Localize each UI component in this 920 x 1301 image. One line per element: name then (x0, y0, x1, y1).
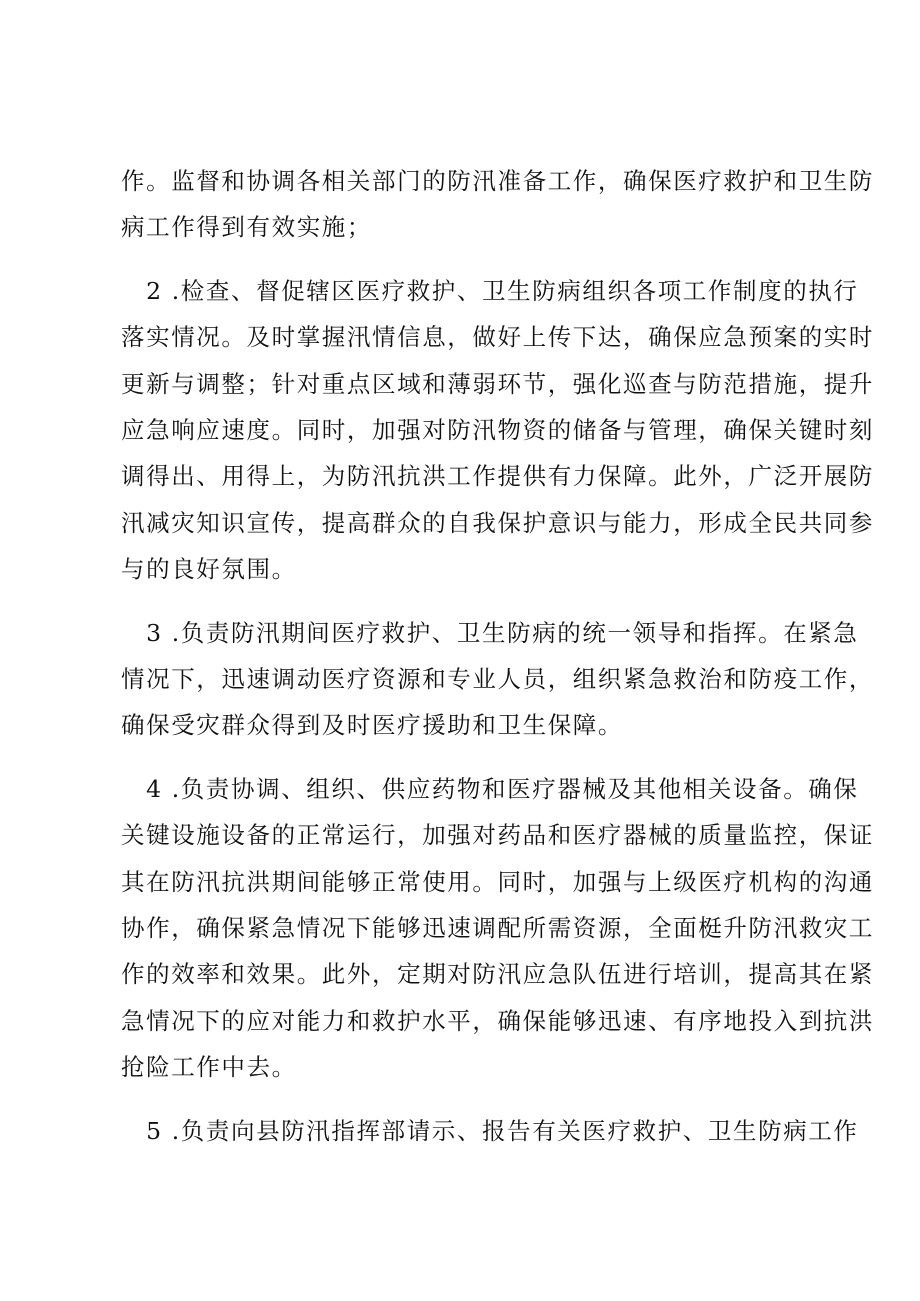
text-line: 落实情况。及时掌握汛情信息，做好上传下达，确保应急预案的实时 (121, 323, 874, 352)
text-line: 应急响应速度。同时，加强对防汛物资的储备与管理，确保关键时刻 (121, 415, 874, 444)
text-line: 急情况下的应对能力和救护水平，确保能够迅速、有序地投入到抗洪 (121, 1006, 874, 1035)
text-line: 情况下，迅速调动医疗资源和专业人员，组织紧急救治和防疫工作， (121, 664, 874, 693)
paragraph-item-4 (121, 766, 874, 1090)
paragraph-item-3 (121, 610, 874, 749)
paragraph-continuation (121, 158, 874, 251)
paragraph-item-2 (121, 268, 874, 592)
text-line: 关键设施设备的正常运行，加强对药品和医疗器械的质量监控，保证 (121, 821, 874, 850)
text-line: 作的效率和效果。此外，定期对防汛应急队伍进行培训，提高其在紧 (121, 960, 874, 989)
text-line: 确保受灾群众得到及时医疗援助和卫生保障。 (121, 711, 623, 740)
text-line: 其在防汛抗洪期间能够正常使用。同时，加强与上级医疗机构的沟通 (121, 867, 874, 896)
text-line: 抢险工作中去。 (121, 1052, 297, 1081)
paragraph-item-5 (121, 1108, 859, 1154)
text-line: 协作，确保紧急情况下能够迅速调配所需资源，全面梃升防汛救灾工 (121, 913, 874, 942)
text-line: 汛减灾知识宣传，提高群众的自我保护意识与能力，形成全民共同参 (121, 508, 874, 537)
text-line: 与的良好氛围。 (121, 554, 297, 583)
document-body (121, 158, 874, 1154)
text-line: 病工作得到有效实施； (121, 213, 372, 242)
text-line: 2 .检查、督促辖区医疗救护、卫生防病组织各项工作制度的执行 (121, 277, 859, 306)
text-line: 调得出、用得上，为防汛抗洪工作提供有力保障。此外，广泛开展防 (121, 462, 874, 491)
text-line: 3 .负责防汛期间医疗救护、卫生防病的统一领导和指挥。在紧急 (121, 618, 859, 647)
text-line: 作。监督和协调各相关部门的防汛准备工作，确保医疗救护和卫生防 (121, 167, 874, 195)
text-line: 4 .负责协调、组织、供应药物和医疗器械及其他相关设备。确保 (121, 775, 859, 804)
text-line: 更新与调整；针对重点区域和薄弱环节，强化巡查与防范措施，提升 (121, 369, 874, 398)
text-line: 5 .负责向县防汛指挥部请示、报告有关医疗救护、卫生防病工作 (121, 1116, 859, 1145)
